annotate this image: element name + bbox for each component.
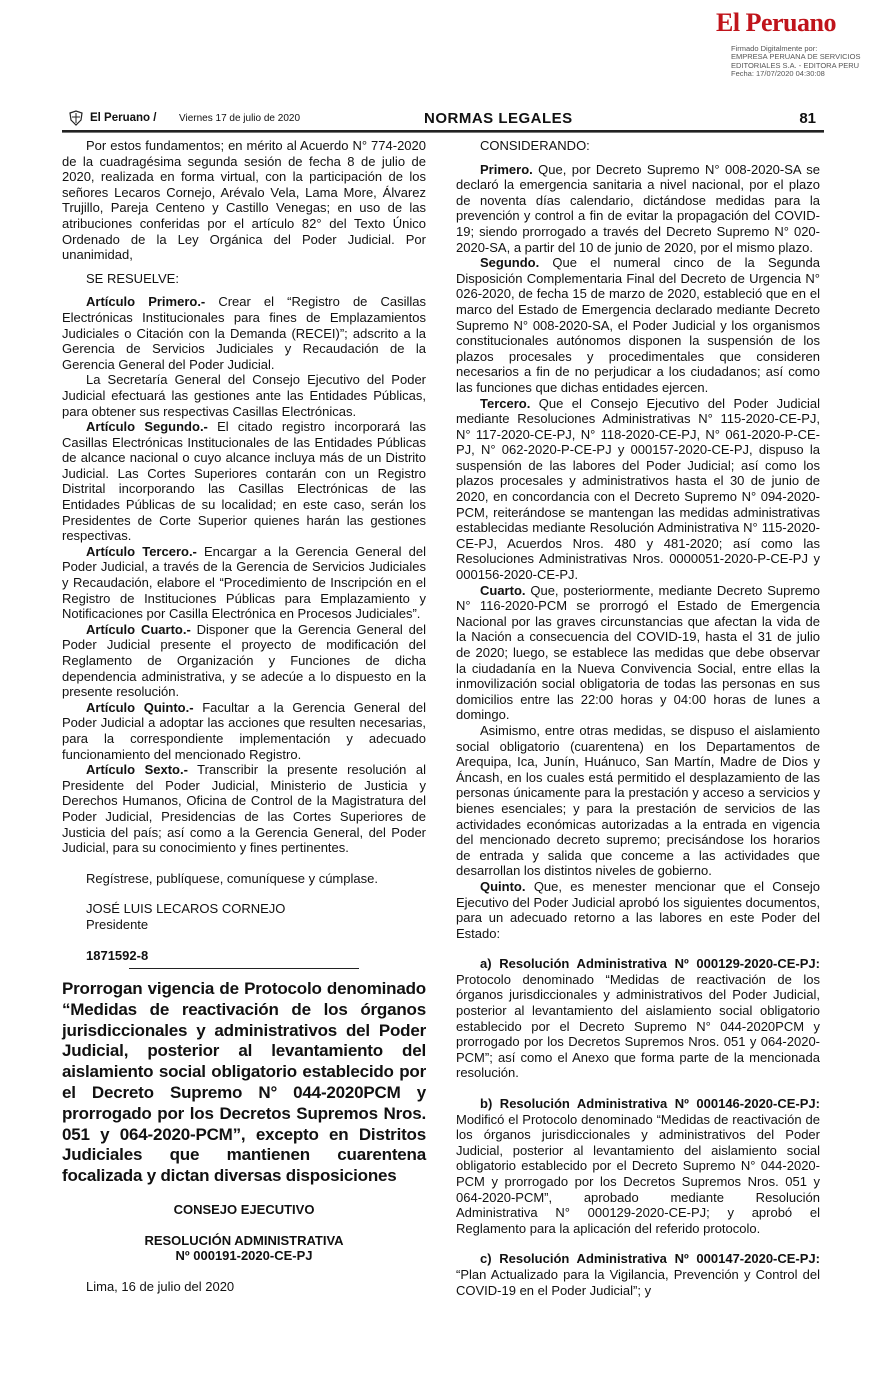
resolution-item-text: Protocolo denominado “Medidas de reactivación de los órganos jurisdiccionales y administrativos del Poder Judicial, posterior al levantamiento del aislamiento social obligatorio establecido por el Decreto Supremo N° 044-2020PCM y prorrogado por los Decretos Supremos Nros. 051 y 064-2020-PCM”; así como el Anexo que forma parte de la mencionada resolución. xyxy=(456,971,820,1081)
paragraph: La Secretaría General del Consejo Ejecutivo del Poder Judicial efectuará las gestiones ante las Entidades Públicas, para obtener sus respectivas Casillas Electrónicas. xyxy=(62,372,426,419)
issuing-body-text: CONSEJO EJECUTIVO xyxy=(173,1202,315,1218)
article-label: Artículo Primero.- xyxy=(86,294,206,310)
consideration-text: Que, es menester mencionar que el Consejo Ejecutivo del Poder Judicial aprobó los siguientes documentos, para un adecuado retorno a las labores en este Poder del Estado: xyxy=(456,878,820,941)
place-date: Lima, 16 de julio del 2020 xyxy=(86,1278,235,1294)
header-rule-thin xyxy=(62,132,824,133)
resolution-item-a xyxy=(456,956,820,1081)
resolution-item-c xyxy=(456,1251,820,1298)
consideration-label: Cuarto. xyxy=(480,582,526,598)
article-label: Artículo Sexto.- xyxy=(86,762,188,778)
article-label: Artículo Tercero.- xyxy=(86,543,197,559)
article-text: Disponer que la Gerencia General del Poder Judicial presente el proyecto de modificación del Reglamento de Organización y Funciones de dicha dependencia administrativa, y se adecúe a lo dispuesto en la presente resolución. xyxy=(62,621,426,700)
article-text: Crear el “Registro de Casillas Electrónicas Institucionales para fines de Emplazamientos Judiciales o Citación con la Demanda (RECEI)”; adscrito a la Gerencia de Servicios Judiciales y Recaudación de la Gerencia General del Poder Judicial. xyxy=(62,294,426,372)
consideration-2 xyxy=(456,255,820,395)
signer-name: JOSÉ LUIS LECAROS CORNEJO xyxy=(86,901,286,917)
article-text: Facultar a la Gerencia General del Poder Judicial a adoptar las acciones que resulten necesarias, para la correspondiente implementación y adecuado funcionamiento del mencionado Registro. xyxy=(62,699,426,762)
code-text: 1871592-8 xyxy=(86,947,149,963)
consideration-text: Que, posteriormente, mediante Decreto Supremo N° 116-2020-PCM se prorrogó el Estado de Emergencia Nacional por las graves circunstancias que afectan la vida de la Nación a consecuencia del COVID-19, hasta el 31 de julio de 2020; luego, se establece las medidas que debe observar la ciudadanía en la Nueva Convivencia Social, entre ellas la inmovilización social obligatoria de todas las personas en sus domicilios entre las 22:00 horas y 04:00 horas de lunes a domingo. xyxy=(456,582,820,723)
article-text: Transcribir la presente resolución al Presidente del Poder Judicial, Ministerio de Justicia y Derechos Humanos, Oficina de Control de la Magistratura del Poder Judicial, Presidencias de las Cortes Superiores de Justicia del país; así como a la Gerencia General, del Poder Judicial, para su conocimiento y fines pertinentes. xyxy=(62,762,426,856)
consideration-3 xyxy=(456,396,820,583)
consideration-1 xyxy=(456,162,820,256)
resolution-title xyxy=(62,1233,426,1249)
consideration-4 xyxy=(456,583,820,723)
article-label: Artículo Cuarto.- xyxy=(86,621,191,637)
consideration-label: Segundo. xyxy=(480,255,540,271)
article-1 xyxy=(62,294,426,372)
coat-of-arms-icon xyxy=(68,110,84,126)
signature-line: EDITORIALES S.A. - EDITORA PERU xyxy=(731,60,860,70)
consideration-label: Tercero. xyxy=(480,395,531,411)
signature-line: Fecha: 17/07/2020 04:30:08 xyxy=(731,68,825,78)
digital-signature xyxy=(731,45,861,78)
resolution-number xyxy=(62,1248,426,1264)
resolution-number-text: Nº 000191-2020-CE-PJ xyxy=(175,1248,313,1264)
resolution-item-label: a) Resolución Administrativa Nº 000129-2020-CE-PJ: xyxy=(480,956,820,972)
resolve-label: SE RESUELVE: xyxy=(86,270,179,286)
signer-role: Presidente xyxy=(86,916,149,932)
resolution-item-text: “Plan Actualizado para la Vigilancia, Prevención y Control del COVID-19 en el Poder Judicial”; y xyxy=(456,1266,820,1298)
resolution-title-text: RESOLUCIÓN ADMINISTRATIVA xyxy=(144,1232,344,1248)
issuing-body xyxy=(62,1202,426,1218)
signature-line: Firmado Digitalmente por: xyxy=(731,44,818,53)
consideration-label: Quinto. xyxy=(480,878,526,894)
publication-code xyxy=(62,948,426,964)
right-column xyxy=(456,138,820,1298)
article-6 xyxy=(62,762,426,856)
article-text: Encargar a la Gerencia General del Poder Judicial, a través de la Gerencia de Servicios Judiciales y Recaudación, elabore el “Procedimiento de Inscripción en el Registro de Instituciones Públicas para Emplazamiento y Notificaciones por Casilla Electrónica en Procesos Judiciales”. xyxy=(62,543,426,622)
article-4 xyxy=(62,622,426,700)
brand-name: El Peruano xyxy=(716,8,836,37)
consideration-text: Que, por Decreto Supremo N° 008-2020-SA se declaró la emergencia sanitaria a nivel nacional, por el plazo de noventa días calendario, dictándose medidas para la prevención y control a fin de evitar la propagación del COVID-19; siendo prorrogado a través del Decreto Supremo N° 020-2020-SA, a partir del 10 de junio de 2020, por el mismo plazo. xyxy=(456,161,820,255)
section-divider xyxy=(129,968,359,969)
article-label: Artículo Segundo.- xyxy=(86,419,208,435)
consideration-label: Primero. xyxy=(480,161,533,177)
resolution-heading: Prorrogan vigencia de Protocolo denominado “Medidas de reactivación de los órganos jurisdiccionales y administrativos del Poder Judicial, posterior al levantamiento del aislamiento social obligatorio establecido por el Decreto Supremo N° 044-2020PCM y prorrogado por los Decretos Supremos Nros. 051 y 064-2020-PCM”, excepto en Distritos Judiciales que mantienen cuarentena focalizada y dictan diversas disposiciones xyxy=(62,979,426,1186)
article-5 xyxy=(62,700,426,762)
page-number: 81 xyxy=(799,110,816,127)
closing-formula: Regístrese, publíquese, comuníquese y cúmplase. xyxy=(86,870,378,886)
signature-line: EMPRESA PERUANA DE SERVICIOS xyxy=(731,52,861,62)
page-header xyxy=(68,110,822,128)
consideration-text: Que el Consejo Ejecutivo del Poder Judicial mediante Resoluciones Administrativas N° 115-2020-CE-PJ, N° 117-2020-CE-PJ, N° 118-2020-CE-PJ, N° 061-2020-P-CE-PJ, N° 062-2020-P-CE-PJ y 000157-2020-CE-PJ, dispuso la suspensión de las labores del Poder Judicial; así como los plazos procesales y administrativos hasta el 30 de junio de 2020, en concordancia con el Decreto Supremo N° 094-2020-PCM, reiterándose se mantengan las medidas administrativas establecidas mediante Resolución Administrativa N° 115-2020-CE-PJ, Acuerdos Nros. 480 y 481-2020; así como las Resoluciones Administrativas Nros. 0000051-2020-P-CE-PJ y 000156-2020-CE-PJ. xyxy=(456,395,820,583)
considerando-label: CONSIDERANDO: xyxy=(480,138,590,153)
section-title: NORMAS LEGALES xyxy=(424,110,573,127)
brand-logo xyxy=(716,10,866,41)
consideration-5 xyxy=(456,879,820,941)
resolution-item-b xyxy=(456,1096,820,1236)
paragraph: Por estos fundamentos; en mérito al Acuerdo N° 774-2020 de la cuadragésima segunda sesión de fecha 8 de julio de 2020, realizada en forma virtual, con la participación de los señores Lecaros Cornejo, Arévalo Vela, Lama More, Álvarez Trujillo, Pareja Centeno y Castillo Venegas; en uso de las atribuciones conferidas por el artículo 82° del Texto Único Ordenado de la Ley Orgánica del Poder Judicial. Por unanimidad, xyxy=(62,138,426,263)
resolution-item-text: Modificó el Protocolo denominado “Medidas de reactivación de los órganos jurisdiccionales y administrativos del Poder Judicial, posterior al levantamiento del aislamiento social obligatorio establecido por el Decreto Supremo N° 044-2020-PCM y prorrogado por los Decretos Supremos Nros. 051 y 064-2020-PCM”, aprobado mediante Resolución Administrativa N° 000129-2020-CE-PJ; y aprobó el Reglamento para la aplicación del referido protocolo. xyxy=(456,1111,820,1236)
article-text: El citado registro incorporará las Casillas Electrónicas Institucionales de las Entidades Públicas de alcance nacional o cuyo alcance incluya más de un Distrito Judicial. Las Cortes Superiores contarán con un Registro Distrital incorporando las Casillas Electrónicas de las Entidades Públicas de su localidad; en este caso, serán los Presidentes de Corte Superior quienes harán las gestiones respectivas. xyxy=(62,419,426,544)
paragraph: Asimismo, entre otras medidas, se dispuso el aislamiento social obligatorio (cuarentena) en los Departamentos de Arequipa, Ica, Junín, Huánuco, San Martín, Madre de Dios y Áncash, en los cuales está permitido el desplazamiento de las personas únicamente para la prestación y acceso a servicios y bienes esenciales; y para la prestación de servicios de las actividades económicas autorizadas a la entrada en vigencia del mencionado decreto supremo; precisándose los horarios de entrada y salida que conceme a las actividades que desarrollan los distintos niveles de gobierno. xyxy=(456,722,820,879)
resolution-item-label: b) Resolución Administrativa Nº 000146-2020-CE-PJ: xyxy=(480,1096,820,1112)
left-column xyxy=(62,138,426,1294)
consideration-text: Que el numeral cinco de la Segunda Disposición Complementaria Final del Decreto de Urgencia N° 026-2020, de fecha 15 de marzo de 2020, estableció que en el marco del Estado de Emergencia declarado mediante Decreto Supremo N° 008-2020-SA, el Poder Judicial y los organismos constitucionales autónomos disponen la suspensión de los plazos procesales y procedimentales que consideren necesarios a fin de no perjudicar a los ciudadanos; así como las funciones que dichas entidades ejercen. xyxy=(456,255,820,395)
article-label: Artículo Quinto.- xyxy=(86,699,194,715)
article-3 xyxy=(62,544,426,622)
article-2 xyxy=(62,419,426,544)
publication-name: El Peruano / xyxy=(90,112,157,124)
publication-date: Viernes 17 de julio de 2020 xyxy=(179,113,301,124)
resolution-item-label: c) Resolución Administrativa Nº 000147-2020-CE-PJ: xyxy=(480,1251,820,1267)
